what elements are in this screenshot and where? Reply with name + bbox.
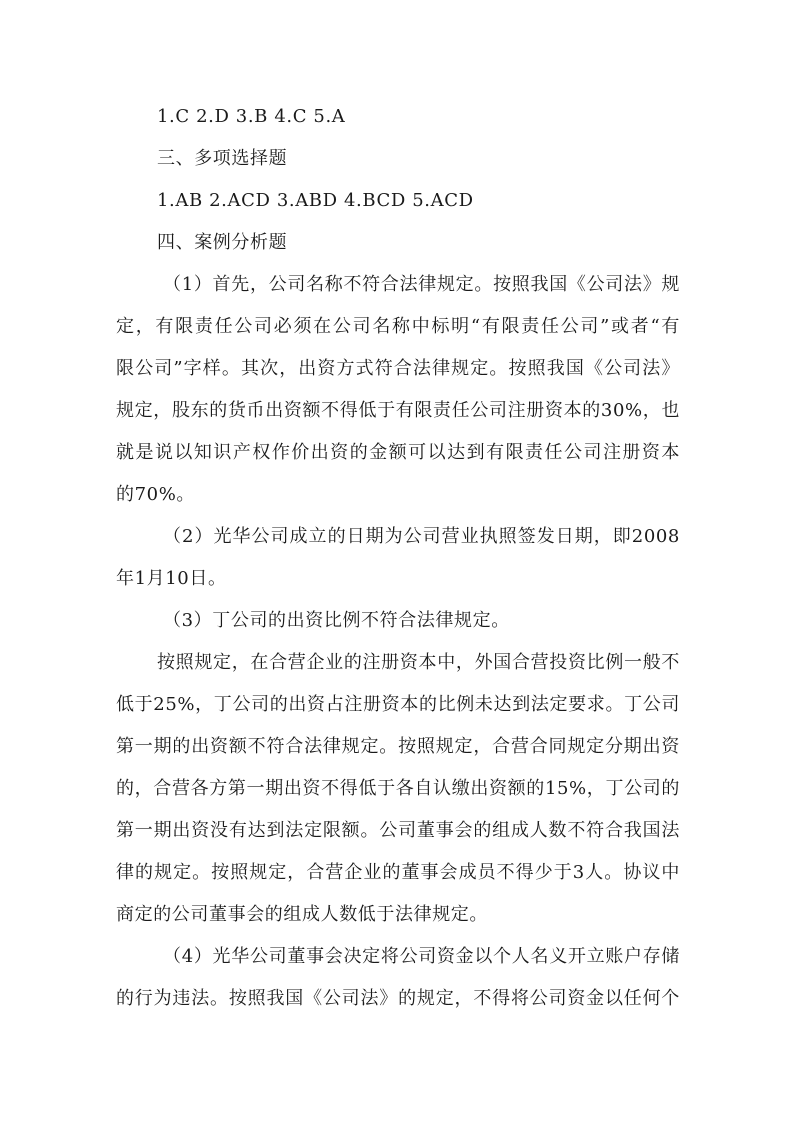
paragraph-4-line-1: 按照规定，在合营企业的注册资本中，外国合营投资比例一般不 xyxy=(157,652,680,673)
paragraph-4-line-4: 的，合营各方第一期出资不得低于各自认缴出资额的15%，丁公司的 xyxy=(116,778,680,799)
section-heading-multiple-choice: 三、多项选择题 xyxy=(157,148,288,169)
paragraph-2-line-1: （2）光华公司成立的日期为公司营业执照签发日期，即2008 xyxy=(163,526,680,547)
paragraph-4-line-7: 商定的公司董事会的组成人数低于法律规定。 xyxy=(116,904,488,925)
section-heading-case-analysis: 四、案例分析题 xyxy=(157,232,288,253)
paragraph-1-line-5: 就是说以知识产权作价出资的金额可以达到有限责任公司注册资本 xyxy=(116,442,680,463)
answer-line-single-choice: 1.C 2.D 3.B 4.C 5.A xyxy=(157,106,346,127)
paragraph-3-line-1: （3）丁公司的出资比例不符合法律规定。 xyxy=(163,610,510,631)
paragraph-4-line-2: 低于25%，丁公司的出资占注册资本的比例未达到法定要求。丁公司 xyxy=(116,694,680,715)
paragraph-2-line-2: 年1月10日。 xyxy=(116,568,227,589)
paragraph-1-line-2: 定，有限责任公司必须在公司名称中标明“有限责任公司”或者“有 xyxy=(116,316,680,337)
paragraph-1-line-3: 限公司”字样。其次，出资方式符合法律规定。按照我国《公司法》 xyxy=(116,358,680,379)
paragraph-1-line-4: 规定，股东的货币出资额不得低于有限责任公司注册资本的30%，也 xyxy=(116,400,680,421)
paragraph-5-line-2: 的行为违法。按照我国《公司法》的规定，不得将公司资金以任何个 xyxy=(116,988,680,1009)
paragraph-4-line-6: 律的规定。按照规定，合营企业的董事会成员不得少于3人。协议中 xyxy=(116,862,680,883)
paragraph-4-line-5: 第一期出资没有达到法定限额。公司董事会的组成人数不符合我国法 xyxy=(116,820,680,841)
paragraph-5-line-1: （4）光华公司董事会决定将公司资金以个人名义开立账户存储 xyxy=(163,946,680,967)
paragraph-4-line-3: 第一期的出资额不符合法律规定。按照规定，合营合同规定分期出资 xyxy=(116,736,680,757)
paragraph-1-line-1: （1）首先，公司名称不符合法律规定。按照我国《公司法》规 xyxy=(163,274,680,295)
answer-line-multiple-choice: 1.AB 2.ACD 3.ABD 4.BCD 5.ACD xyxy=(157,190,474,211)
paragraph-1-line-6: 的70%。 xyxy=(116,484,196,505)
